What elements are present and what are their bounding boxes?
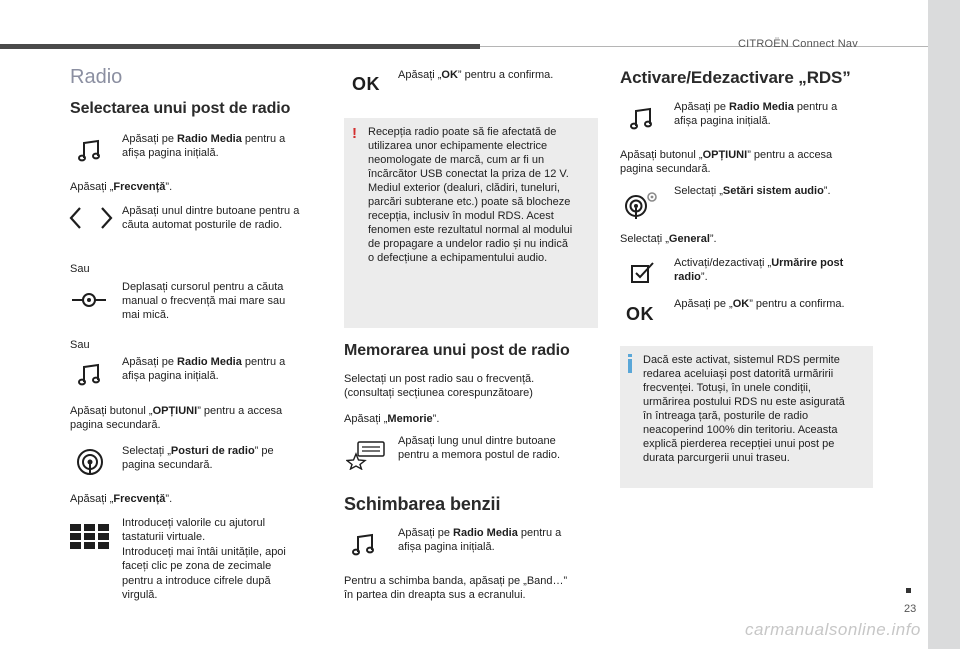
info-line: urmărirea postului RDS nu este asigurată [643,396,845,408]
warning-line: de propagare a undelor radio și nu indică [368,238,568,250]
step-text: Selectați „Posturi de radio” pe [122,445,274,457]
end-marker [906,588,911,593]
heading-rds: Activare/Edezactivare „RDS” [620,68,851,87]
tuning-slider-icon [72,288,106,312]
info-line: Dacă este activat, sistemul RDS permite [643,354,840,366]
running-header: CITROËN Connect Nav [738,38,858,50]
step-text: Selectați „Setări sistem audio”. [674,185,831,197]
step-text: tastaturii virtuale. [122,531,206,543]
side-strip [928,0,960,649]
step-text: afișa pagina inițială. [674,115,771,127]
ok-icon: OK [352,74,380,94]
page-number: 23 [904,603,917,615]
warning-line: o defecțiune a echipamentului audio. [368,252,548,264]
info-line: redarea aceluiași post datorită urmăririi [643,368,834,380]
warning-line: neomologate de marcă, cum ar fi un [368,154,545,166]
paragraph: în partea din dreapta sus a ecranului. [344,589,526,601]
paragraph: (consultați secțiunea corespunzătoare) [344,387,533,399]
info-line: în întreaga țară, posturile de radio [643,410,809,422]
step-text: căuta automat posturile de radio. [122,219,283,231]
music-note-icon [76,138,102,164]
step-text: Introduceți valorile cu ajutorul [122,517,266,529]
info-line: neacoperind 100% din teritoriu. Aceasta [643,424,838,436]
music-note-icon [76,362,102,388]
header-rule-thin [480,46,928,47]
memory-preset-icon [346,440,386,470]
warning-line: parcări subterane etc.) poate să blocheze [368,196,571,208]
info-icon [628,359,632,373]
step-text: virgulă. [122,589,158,601]
step-text: afișa pagina inițială. [122,370,219,382]
step-text: Apăsați pe Radio Media pentru a [674,101,838,113]
heading-memorize: Memorarea unui post de radio [344,342,570,359]
warning-line: utilizarea unor echipamente electrice [368,140,548,152]
info-line: durata parcurgerii unui traseu. [643,452,790,464]
warning-line: încărcător USB conectat la priza de 12 V. [368,168,569,180]
step-text: Apăsați pe „OK” pentru a confirma. [674,298,845,310]
step-text: Apăsați pe Radio Media pentru a [122,356,286,368]
paragraph: Apăsați butonul „OPȚIUNI” pentru a accesa [620,149,833,161]
step-text: afișa pagina inițială. [398,541,495,553]
step-text: Apăsați pe Radio Media pentru a [122,133,286,145]
radio-station-icon [76,448,104,476]
paragraph: pagina secundară. [70,419,161,431]
step-text: Activați/dezactivați „Urmărire post [674,257,844,269]
music-note-icon [350,532,376,558]
heading-select-station: Selectarea unui post de radio [70,100,291,117]
header-rule [0,44,480,49]
step-text: mai mică. [122,309,170,321]
step-text: faceți clic pe zona de zecimale [122,560,272,572]
step-text: afișa pagina inițială. [122,147,219,159]
paragraph: Selectați „General”. [620,233,717,245]
step-text: Apăsați unul dintre butoane pentru a [122,205,300,217]
heading-change-band: Schimbarea benzii [344,494,501,514]
step-text: pentru a introduce cifrele după [122,575,271,587]
step-text: pagina secundară. [122,459,213,471]
keypad-icon [70,524,110,550]
paragraph: Pentru a schimba banda, apăsați pe „Band…” [344,575,568,587]
paragraph: Selectați un post radio sau o frecvență. [344,373,535,385]
paragraph: Apăsați „Frecvență”. [70,493,173,505]
step-text: pentru a memora postul de radio. [398,449,561,461]
paragraph: Apăsați butonul „OPȚIUNI” pentru a accesa [70,405,283,417]
section-title: Radio [70,66,123,88]
paragraph: Apăsați „Memorie”. [344,413,440,425]
info-icon-dot [628,354,632,357]
paragraph: Sau [70,339,90,351]
info-line: frecvenței. Totuși, în unele condiții, [643,382,811,394]
checkbox-icon [630,262,656,284]
step-text: Introduceți mai întâi unitățile, apoi [122,546,286,558]
paragraph: pagina secundară. [620,163,711,175]
step-text: Apăsați lung unul dintre butoane [398,435,556,447]
warning-line: fenomen este rezultatul normal al modului [368,224,573,236]
warning-icon: ! [352,125,357,142]
step-text: radio”. [674,271,708,283]
warning-line: recepția, inclusiv în modul RDS. Acest [368,210,554,222]
step-text: manual o frecvență mai mare sau [122,295,286,307]
step-text: Apăsați „OK” pentru a confirma. [398,69,554,81]
audio-settings-icon [624,190,660,220]
paragraph: Sau [70,263,90,275]
step-text: Apăsați pe Radio Media pentru a [398,527,562,539]
seek-arrows-icon [68,206,118,230]
warning-line: Mediul exterior (dealuri, clădiri, tuneluri, [368,182,560,194]
paragraph: Apăsați „Frecvență”. [70,181,173,193]
info-line: explică pierderea recepției unui post pe [643,438,835,450]
step-text: Deplasați cursorul pentru a căuta [122,281,284,293]
watermark: carmanualsonline.info [745,620,921,639]
ok-icon: OK [626,304,654,324]
warning-line: Recepția radio poate să fie afectată de [368,126,557,138]
music-note-icon [628,106,654,132]
